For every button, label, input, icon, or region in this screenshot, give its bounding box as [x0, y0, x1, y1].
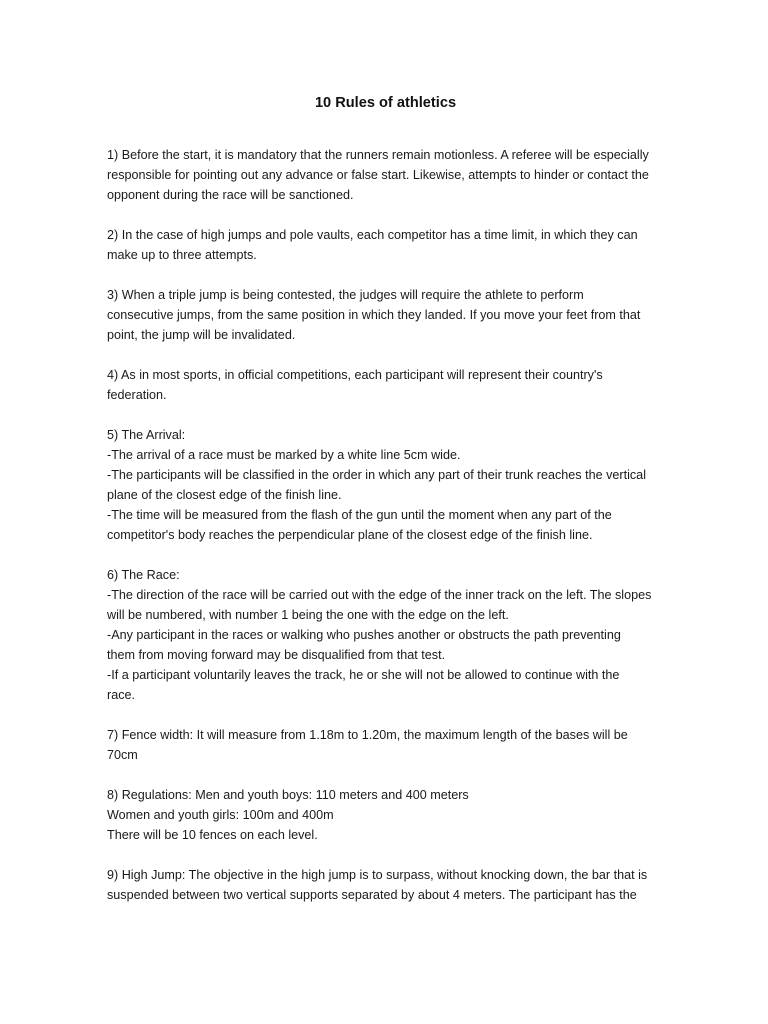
- rule-1: [107, 145, 664, 205]
- rule-line: will be numbered, with number 1 being the one with the edge on the left.: [107, 608, 509, 622]
- rule-line: consecutive jumps, from the same position in which they landed. If you move your feet from that: [107, 308, 641, 322]
- rule-6: [107, 565, 664, 705]
- rule-line: 3) When a triple jump is being contested, the judges will require the athlete to perform: [107, 288, 584, 302]
- rule-5: [107, 425, 664, 545]
- rule-line: -The arrival of a race must be marked by a white line 5cm wide.: [107, 448, 461, 462]
- rule-3: [107, 285, 664, 345]
- rule-line: plane of the closest edge of the finish line.: [107, 488, 342, 502]
- rule-line: 2) In the case of high jumps and pole vaults, each competitor has a time limit, in which they can: [107, 228, 638, 242]
- rule-line: 1) Before the start, it is mandatory that the runners remain motionless. A referee will be especially: [107, 148, 649, 162]
- rule-line: 4) As in most sports, in official competitions, each participant will represent their country's: [107, 368, 603, 382]
- document-title: 10 Rules of athletics: [314, 95, 457, 111]
- rule-line: race.: [107, 688, 135, 702]
- rule-line: competitor's body reaches the perpendicular plane of the closest edge of the finish line.: [107, 528, 593, 542]
- rule-line: 7) Fence width: It will measure from 1.18m to 1.20m, the maximum length of the bases will be: [107, 728, 628, 742]
- rule-8: [107, 785, 664, 845]
- rule-line: -Any participant in the races or walking who pushes another or obstructs the path preventing: [107, 628, 621, 642]
- rule-line: federation.: [107, 388, 167, 402]
- rule-line: 70cm: [107, 748, 138, 762]
- rule-2: [107, 225, 664, 265]
- rule-line: make up to three attempts.: [107, 248, 257, 262]
- rule-line: them from moving forward may be disqualified from that test.: [107, 648, 446, 662]
- rule-heading: 6) The Race:: [107, 568, 180, 582]
- rule-line: Women and youth girls: 100m and 400m: [107, 808, 334, 822]
- rule-line: responsible for pointing out any advance or false start. Likewise, attempts to hinder or contact the: [107, 168, 649, 182]
- rule-line: suspended between two vertical supports separated by about 4 meters. The participant has the: [107, 888, 637, 902]
- rule-heading: 5) The Arrival:: [107, 428, 186, 442]
- rule-line: -If a participant voluntarily leaves the track, he or she will not be allowed to continue with the: [107, 668, 620, 682]
- rule-line: point, the jump will be invalidated.: [107, 328, 296, 342]
- rule-9: [107, 865, 664, 905]
- rule-line: opponent during the race will be sanctioned.: [107, 188, 354, 202]
- rule-line: -The time will be measured from the flash of the gun until the moment when any part of the: [107, 508, 612, 522]
- rule-line: 8) Regulations: Men and youth boys: 110 meters and 400 meters: [107, 788, 469, 802]
- rule-4: [107, 365, 664, 405]
- rule-line: -The participants will be classified in the order in which any part of their trunk reaches the vertical: [107, 468, 646, 482]
- rule-line: -The direction of the race will be carried out with the edge of the inner track on the left. The slopes: [107, 588, 652, 602]
- rule-line: There will be 10 fences on each level.: [107, 828, 318, 842]
- rule-line: 9) High Jump: The objective in the high jump is to surpass, without knocking down, the bar that is: [107, 868, 648, 882]
- rule-7: [107, 725, 664, 765]
